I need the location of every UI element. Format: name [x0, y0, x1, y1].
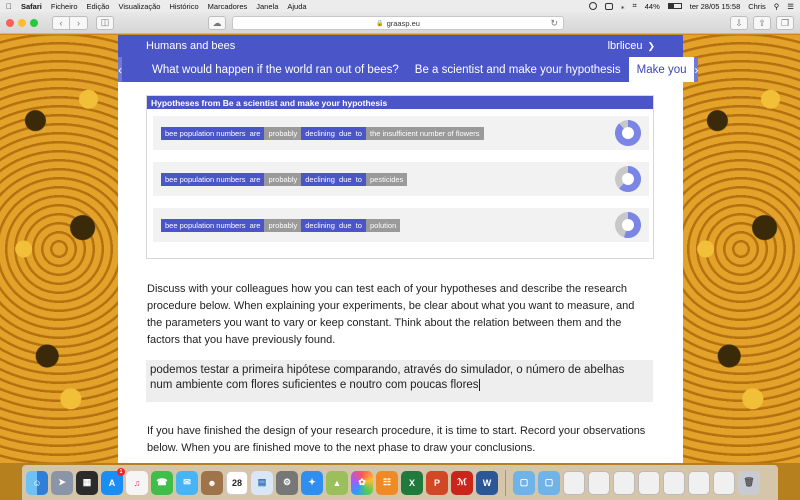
powerpoint-icon[interactable]: P	[426, 471, 448, 495]
pie-hole	[622, 219, 634, 231]
zoom-window-icon[interactable]	[30, 19, 38, 27]
hypothesis-chips	[161, 173, 407, 186]
menu-item-edit[interactable]: Edição	[80, 1, 104, 11]
hypothesis-chip: probably	[264, 219, 301, 232]
safari-icon[interactable]: ✦	[301, 471, 323, 495]
instructions-text	[147, 281, 634, 349]
hypothesis-chip: declining due to	[301, 127, 366, 140]
hypothesis-row	[153, 208, 649, 242]
menu-app-name[interactable]: Safari	[15, 1, 36, 11]
calendar-icon[interactable]: 28	[226, 471, 248, 495]
pie-hole	[622, 173, 634, 185]
icloud-tabs-icon[interactable]: ☁	[208, 16, 226, 30]
tab-make-your[interactable]: Make you	[629, 57, 695, 82]
hypothesis-chip: pesticides	[366, 173, 407, 186]
hypothesis-pie	[615, 166, 641, 192]
hypothesis-chip: probably	[264, 127, 301, 140]
document-thumbnail-icon[interactable]	[688, 471, 710, 495]
document-thumbnail-icon[interactable]	[613, 471, 635, 495]
menu-item-history[interactable]: Histórico	[163, 1, 193, 11]
contacts-icon[interactable]: ☻	[201, 471, 223, 495]
document-thumbnail-icon[interactable]	[588, 471, 610, 495]
hypothesis-chip: probably	[264, 173, 301, 186]
hypothesis-row	[153, 162, 649, 196]
chevron-down-icon: ❯	[647, 40, 655, 51]
instructions-line: factors that you have previously found.	[147, 334, 336, 346]
acrobat-icon[interactable]: ℳ	[451, 471, 473, 495]
instructions-line: procedure below. When explaining your experiments, be clear about what you want to measure, and	[147, 300, 635, 312]
hypothesis-pie	[615, 120, 641, 146]
finish-line: If you have finished the design of your research procedure, it is time to start. Record your observations	[147, 425, 646, 437]
battery-percent[interactable]: 44%	[644, 1, 660, 11]
document-thumbnail-icon[interactable]	[563, 471, 585, 495]
space-header	[118, 35, 683, 57]
phase-tabs	[118, 57, 699, 82]
document-thumbnail-icon[interactable]	[713, 471, 735, 495]
airplay-icon[interactable]	[605, 3, 613, 10]
menu-clock[interactable]: ter 28/05 15:58	[689, 1, 741, 11]
photo-icon[interactable]: ▲	[326, 471, 348, 495]
close-window-icon[interactable]	[6, 19, 14, 27]
wifi-icon[interactable]: ⌗	[632, 1, 637, 10]
tabs-scroll-right-icon[interactable]: ›	[694, 57, 698, 82]
launchpad-icon[interactable]: ➤	[51, 471, 73, 495]
answer-line: num ambiente com flores suficientes e noutro com poucas flores	[150, 379, 479, 391]
graasp-space-card	[118, 35, 699, 463]
hypothesis-chip: bee population numbers are	[161, 173, 264, 186]
answer-line: podemos testar a primeira hipótese comparando, através do simulador, o número de abelhas	[150, 364, 625, 376]
hypothesis-chip: the insufficient number of flowers	[366, 127, 484, 140]
itunes-icon[interactable]: ♫	[126, 471, 148, 495]
research-procedure-input[interactable]	[146, 360, 653, 402]
app-store-icon[interactable]: A 1	[101, 471, 123, 495]
menu-item-view[interactable]: Visualização	[112, 1, 155, 11]
dock-separator	[505, 470, 506, 496]
lock-icon: 🔒	[376, 20, 384, 27]
hypothesis-row	[153, 116, 649, 150]
hypothesis-pie	[615, 212, 641, 238]
instructions-line: Discuss with your colleagues how you can test each of your hypotheses and describe the research	[147, 283, 627, 295]
sidebar-toggle-icon[interactable]: ◫	[96, 16, 114, 30]
time-machine-icon[interactable]	[589, 2, 597, 10]
apple-menu-icon[interactable]	[6, 2, 12, 11]
tabs-scroll-left-icon[interactable]: ‹	[118, 57, 122, 82]
spotlight-icon[interactable]: ⚲	[773, 1, 780, 11]
excel-icon[interactable]: X	[401, 471, 423, 495]
user-name: lbrliceu	[607, 40, 643, 52]
messages-icon[interactable]: ✉	[176, 471, 198, 495]
hypothesis-chip: declining due to	[301, 219, 366, 232]
minimize-window-icon[interactable]	[18, 19, 26, 27]
document-thumbnail-icon[interactable]	[663, 471, 685, 495]
word-icon[interactable]: W	[476, 471, 498, 495]
finish-line: below. When you are finished move to the next phase to draw your conclusions.	[147, 442, 536, 454]
share-icon[interactable]: ⇧	[753, 16, 771, 30]
menu-item-window[interactable]: Janela	[250, 1, 273, 11]
menu-user[interactable]: Chris	[748, 1, 766, 11]
ibooks-icon[interactable]: ☷	[376, 471, 398, 495]
back-button[interactable]: ‹	[52, 16, 70, 30]
preview-icon[interactable]: ▤	[251, 471, 273, 495]
browser-toolbar	[0, 12, 800, 34]
address-bar[interactable]	[232, 16, 564, 30]
menu-item-bookmarks[interactable]: Marcadores	[201, 1, 242, 11]
finish-instructions-text	[147, 423, 645, 457]
dock	[22, 465, 778, 500]
bees-image-left	[0, 35, 118, 463]
hypothesis-chips	[161, 127, 484, 140]
hypothesis-chip: polution	[366, 219, 400, 232]
pie-hole	[622, 127, 634, 139]
reload-icon[interactable]: ↻	[550, 18, 558, 28]
menu-bar	[0, 0, 800, 12]
hypothesis-chip: declining due to	[301, 173, 366, 186]
tab-be-a-scientist[interactable]: Be a scientist and make your hypothesis	[414, 63, 621, 76]
app-store-badge: 1	[117, 468, 125, 476]
facetime-icon[interactable]: ☎	[151, 471, 173, 495]
tab-what-would-happen[interactable]: What would happen if the world ran out of bees?	[152, 63, 399, 76]
system-preferences-icon[interactable]: ⚙	[276, 471, 298, 495]
downloads-icon[interactable]: ⇩	[730, 16, 748, 30]
mission-control-icon[interactable]: ▦	[76, 471, 98, 495]
document-thumbnail-icon[interactable]	[638, 471, 660, 495]
user-menu[interactable]	[608, 40, 655, 52]
notification-center-icon[interactable]: ☰	[787, 1, 794, 11]
hypothesis-chip: bee population numbers are	[161, 219, 264, 232]
hypotheses-panel	[146, 95, 654, 259]
text-caret	[479, 379, 480, 391]
bluetooth-icon[interactable]: ⁎	[620, 1, 625, 11]
show-tabs-icon[interactable]: ❐	[776, 16, 794, 30]
panel-title: Hypotheses from Be a scientist and make your hypothesis	[147, 96, 653, 109]
address-url: graasp.eu	[386, 18, 420, 28]
applications-folder-icon[interactable]: ▢	[513, 471, 535, 495]
documents-folder-icon[interactable]: ▢	[538, 471, 560, 495]
answer-line-2	[150, 378, 649, 393]
finder-icon[interactable]: ☺	[26, 471, 48, 495]
menu-item-help[interactable]: Ajuda	[281, 1, 301, 11]
forward-button[interactable]: ›	[70, 16, 88, 30]
hypothesis-chip: bee population numbers are	[161, 127, 264, 140]
bees-image-right	[682, 35, 800, 463]
trash-icon[interactable]: 🗑	[738, 471, 760, 495]
battery-icon[interactable]	[668, 3, 682, 9]
instructions-line: the parameters you want to vary or keep constant. Think about the relation between them and the	[147, 317, 622, 329]
space-title[interactable]: Humans and bees	[146, 40, 236, 52]
menu-item-file[interactable]: Ficheiro	[44, 1, 72, 11]
hypothesis-chips	[161, 219, 400, 232]
photos-icon[interactable]: ✿	[351, 471, 373, 495]
